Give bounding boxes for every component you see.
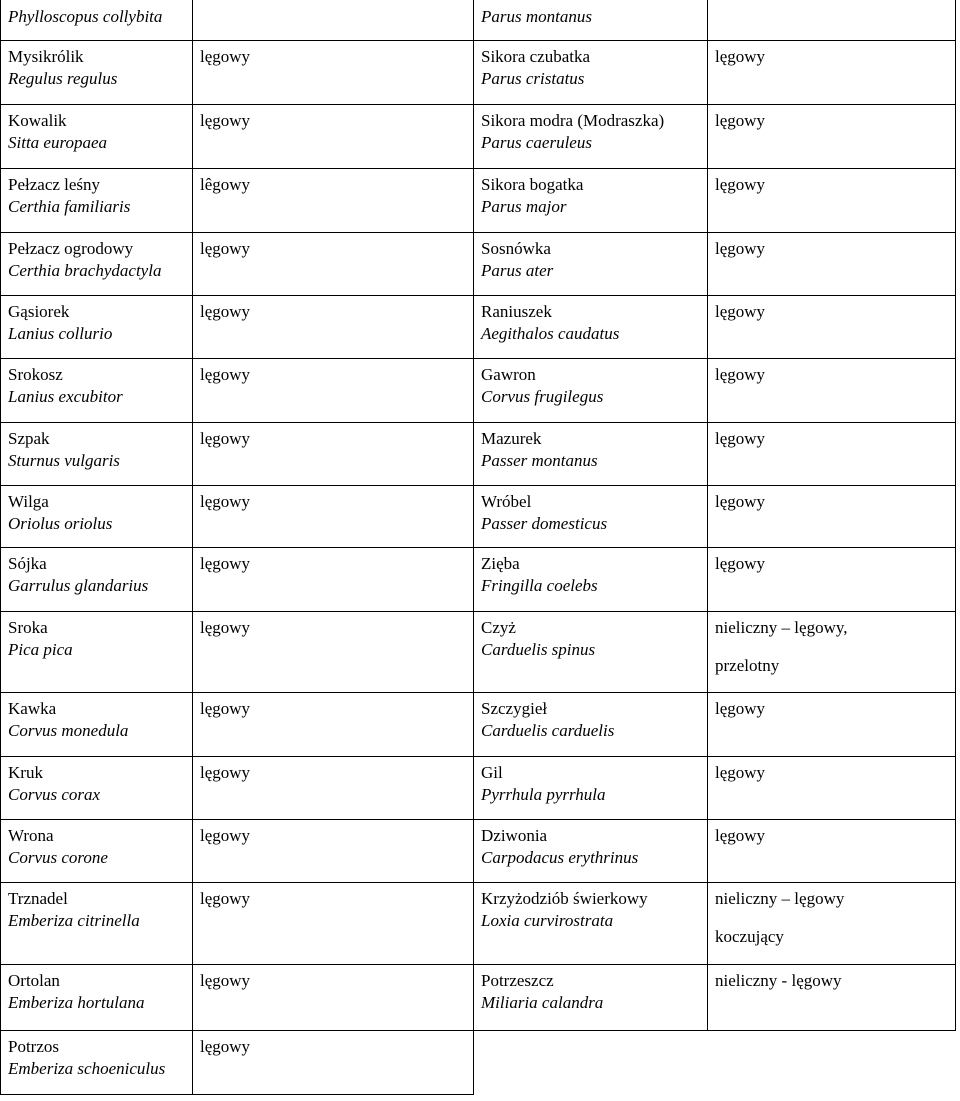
left-species-cell — [0, 358, 192, 422]
left-species-cell — [0, 232, 192, 295]
right-species-cell — [473, 485, 707, 547]
species-common-name: Ortolan — [8, 971, 60, 990]
right-species-cell — [473, 611, 707, 692]
status-text: lęgowy — [200, 618, 251, 637]
species-latin-name: Certhia brachydactyla — [8, 261, 162, 280]
species-common-name: Kruk — [8, 763, 43, 782]
species-common-name: Dziwonia — [481, 826, 548, 845]
left-row-divider — [0, 547, 474, 548]
right-row-divider — [473, 422, 956, 423]
species-latin-name: Corvus corone — [8, 848, 108, 867]
right-status-cell — [707, 692, 955, 756]
species-common-name: Pełzacz leśny — [8, 175, 101, 194]
right-status-cell — [707, 422, 955, 485]
right-species-cell — [473, 692, 707, 756]
status-text-secondary: przelotny — [715, 656, 780, 675]
left-status-cell — [192, 104, 473, 168]
status-text: lęgowy — [200, 365, 251, 384]
species-common-name: Wilga — [8, 492, 49, 511]
left-row-divider — [0, 422, 474, 423]
left-row-divider — [0, 358, 474, 359]
status-text: lęgowy — [715, 492, 766, 511]
right-status-cell — [707, 485, 955, 547]
species-latin-name: Passer domesticus — [481, 514, 608, 533]
left-top-status-cell — [192, 0, 473, 40]
species-latin-name: Lanius collurio — [8, 324, 113, 343]
right-row-divider — [473, 232, 956, 233]
status-text: lęgowy — [200, 763, 251, 782]
left-row-divider — [0, 756, 474, 757]
status-text: lęgowy — [715, 429, 766, 448]
left-row-divider — [0, 485, 474, 486]
left-row-divider — [0, 40, 474, 41]
left-species-cell — [0, 40, 192, 104]
species-latin-name: Phylloscopus collybita — [8, 7, 163, 26]
species-common-name: Wrona — [8, 826, 54, 845]
right-row-divider — [473, 964, 956, 965]
species-latin-name: Certhia familiaris — [8, 197, 131, 216]
species-common-name: Sosnówka — [481, 239, 551, 258]
right-species-cell — [473, 756, 707, 819]
species-common-name: Gawron — [481, 365, 536, 384]
species-latin-name: Fringilla coelebs — [481, 576, 598, 595]
species-common-name: Sójka — [8, 554, 47, 573]
right-status-cell — [707, 232, 955, 295]
status-text: lęgowy — [200, 971, 251, 990]
species-latin-name: Parus caeruleus — [481, 133, 592, 152]
left-species-cell — [0, 104, 192, 168]
species-common-name: Szpak — [8, 429, 50, 448]
right-species-cell — [473, 104, 707, 168]
right-row-divider — [473, 819, 956, 820]
status-text: lęgowy — [715, 302, 766, 321]
left-status-cell — [192, 295, 473, 358]
status-text: lęgowy — [200, 111, 251, 130]
right-status-cell — [707, 756, 955, 819]
right-status-cell — [707, 964, 955, 1030]
right-table-divider — [707, 0, 708, 1031]
left-status-cell — [192, 422, 473, 485]
left-species-cell — [0, 882, 192, 964]
left-row-divider — [0, 611, 474, 612]
status-text: lęgowy — [200, 699, 251, 718]
left-species-cell — [0, 1030, 192, 1094]
left-row-divider — [0, 295, 474, 296]
species-latin-name: Carduelis carduelis — [481, 721, 615, 740]
right-status-cell — [707, 295, 955, 358]
species-latin-name: Sturnus vulgaris — [8, 451, 120, 470]
species-latin-name: Corvus frugilegus — [481, 387, 604, 406]
species-common-name: Zięba — [481, 554, 520, 573]
right-status-cell — [707, 358, 955, 422]
left-species-cell — [0, 168, 192, 232]
left-row-divider — [0, 819, 474, 820]
status-text: lęgowy — [200, 826, 251, 845]
status-text: lęgowy — [715, 47, 766, 66]
right-row-divider — [473, 485, 956, 486]
left-status-cell — [192, 882, 473, 964]
species-latin-name: Regulus regulus — [8, 69, 118, 88]
species-common-name: Gil — [481, 763, 503, 782]
species-latin-name: Sitta europaea — [8, 133, 107, 152]
left-status-cell — [192, 964, 473, 1030]
right-row-divider — [473, 756, 956, 757]
left-species-cell — [0, 756, 192, 819]
left-species-cell — [0, 692, 192, 756]
status-text: lęgowy — [200, 302, 251, 321]
left-status-cell — [192, 692, 473, 756]
status-text: lęgowy — [715, 175, 766, 194]
right-row-divider — [473, 104, 956, 105]
status-text: lęgowy — [200, 429, 251, 448]
left-row-divider — [0, 882, 474, 883]
species-common-name: Krzyżodziób świerkowy — [481, 889, 648, 908]
status-text: lęgowy — [715, 554, 766, 573]
right-row-divider — [473, 358, 956, 359]
status-text: lęgowy — [715, 699, 766, 718]
right-table-border-left — [473, 0, 474, 1031]
species-latin-name: Emberiza hortulana — [8, 993, 145, 1012]
left-status-cell — [192, 819, 473, 882]
species-latin-name: Parus major — [481, 197, 567, 216]
left-row-divider — [0, 232, 474, 233]
left-row-divider — [0, 692, 474, 693]
right-species-cell — [473, 168, 707, 232]
right-row-divider — [473, 882, 956, 883]
status-text: lęgowy — [715, 826, 766, 845]
right-table-border-right — [955, 0, 956, 1031]
right-status-cell — [707, 547, 955, 611]
status-text: lęgowy — [200, 492, 251, 511]
right-status-cell — [707, 104, 955, 168]
species-common-name: Kawka — [8, 699, 57, 718]
right-status-cell — [707, 819, 955, 882]
species-latin-name: Passer montanus — [481, 451, 598, 470]
left-row-divider — [0, 1030, 474, 1031]
species-common-name: Potrzos — [8, 1037, 59, 1056]
right-status-cell — [707, 40, 955, 104]
species-latin-name: Emberiza schoeniculus — [8, 1059, 166, 1078]
status-text-secondary: koczujący — [715, 927, 784, 946]
left-species-cell — [0, 422, 192, 485]
left-status-cell — [192, 358, 473, 422]
status-text: lęgowy — [200, 554, 251, 573]
left-species-cell — [0, 611, 192, 692]
left-status-cell — [192, 40, 473, 104]
species-common-name: Sikora modra (Modraszka) — [481, 111, 665, 130]
right-status-cell — [707, 611, 955, 692]
right-species-cell — [473, 232, 707, 295]
left-species-cell — [0, 964, 192, 1030]
species-common-name: Wróbel — [481, 492, 532, 511]
species-common-name: Raniuszek — [481, 302, 552, 321]
right-species-cell — [473, 295, 707, 358]
species-common-name: Potrzeszcz — [481, 971, 554, 990]
right-row-divider — [473, 295, 956, 296]
status-text: lęgowy — [200, 239, 251, 258]
species-latin-name: Emberiza citrinella — [8, 911, 140, 930]
species-latin-name: Miliaria calandra — [481, 993, 604, 1012]
status-text: lęgowy — [715, 111, 766, 130]
left-status-cell — [192, 611, 473, 692]
species-latin-name: Aegithalos caudatus — [481, 324, 620, 343]
species-latin-name: Lanius excubitor — [8, 387, 123, 406]
left-species-cell — [0, 819, 192, 882]
species-common-name: Mazurek — [481, 429, 542, 448]
right-species-cell — [473, 422, 707, 485]
species-common-name: Pełzacz ogrodowy — [8, 239, 134, 258]
species-common-name: Sikora czubatka — [481, 47, 591, 66]
left-table-border-bottom — [0, 1094, 474, 1095]
species-latin-name: Parus ater — [481, 261, 554, 280]
status-text: lęgowy — [715, 365, 766, 384]
left-row-divider — [0, 104, 474, 105]
species-latin-name: Parus cristatus — [481, 69, 585, 88]
species-common-name: Czyż — [481, 618, 516, 637]
species-latin-name: Pyrrhula pyrrhula — [481, 785, 606, 804]
species-latin-name: Corvus corax — [8, 785, 101, 804]
species-common-name: Trznadel — [8, 889, 68, 908]
left-species-cell — [0, 295, 192, 358]
right-status-cell — [707, 882, 955, 964]
right-top-species-cell — [473, 0, 707, 40]
right-row-divider — [473, 40, 956, 41]
species-latin-name: Parus montanus — [481, 7, 592, 26]
left-status-cell — [192, 168, 473, 232]
species-latin-name: Garrulus glandarius — [8, 576, 149, 595]
right-species-cell — [473, 964, 707, 1030]
right-row-divider — [473, 611, 956, 612]
species-latin-name: Pica pica — [8, 640, 73, 659]
left-status-cell — [192, 1030, 473, 1094]
status-text: lęgowy — [715, 763, 766, 782]
right-status-cell — [707, 168, 955, 232]
right-species-cell — [473, 882, 707, 964]
left-species-cell — [0, 547, 192, 611]
species-common-name: Gąsiorek — [8, 302, 70, 321]
status-text: lęgowy — [200, 889, 251, 908]
right-species-cell — [473, 547, 707, 611]
species-latin-name: Carpodacus erythrinus — [481, 848, 639, 867]
right-species-cell — [473, 358, 707, 422]
right-species-cell — [473, 819, 707, 882]
status-text: lęgowy — [200, 1037, 251, 1056]
status-text: nieliczny – lęgowy, — [715, 618, 848, 637]
right-species-cell — [473, 40, 707, 104]
left-status-cell — [192, 756, 473, 819]
status-text: lęgowy — [200, 47, 251, 66]
status-text: lęgowy — [715, 239, 766, 258]
left-row-divider — [0, 168, 474, 169]
left-status-cell — [192, 485, 473, 547]
right-row-divider — [473, 547, 956, 548]
species-common-name: Srokosz — [8, 365, 63, 384]
species-latin-name: Oriolus oriolus — [8, 514, 113, 533]
right-row-divider — [473, 168, 956, 169]
species-common-name: Szczygieł — [481, 699, 548, 718]
status-text: lêgowy — [200, 175, 251, 194]
right-row-divider — [473, 692, 956, 693]
left-status-cell — [192, 232, 473, 295]
left-status-cell — [192, 547, 473, 611]
right-top-status-cell — [707, 0, 955, 40]
species-latin-name: Carduelis spinus — [481, 640, 596, 659]
species-latin-name: Loxia curvirostrata — [481, 911, 614, 930]
status-text: nieliczny – lęgowy — [715, 889, 845, 908]
status-text: nieliczny - lęgowy — [715, 971, 842, 990]
species-common-name: Sikora bogatka — [481, 175, 584, 194]
right-table-border-bottom — [473, 1030, 956, 1031]
left-top-species-cell — [0, 0, 192, 40]
species-common-name: Sroka — [8, 618, 48, 637]
species-common-name: Kowalik — [8, 111, 67, 130]
species-common-name: Mysikrólik — [8, 47, 84, 66]
left-row-divider — [0, 964, 474, 965]
species-latin-name: Corvus monedula — [8, 721, 129, 740]
left-species-cell — [0, 485, 192, 547]
